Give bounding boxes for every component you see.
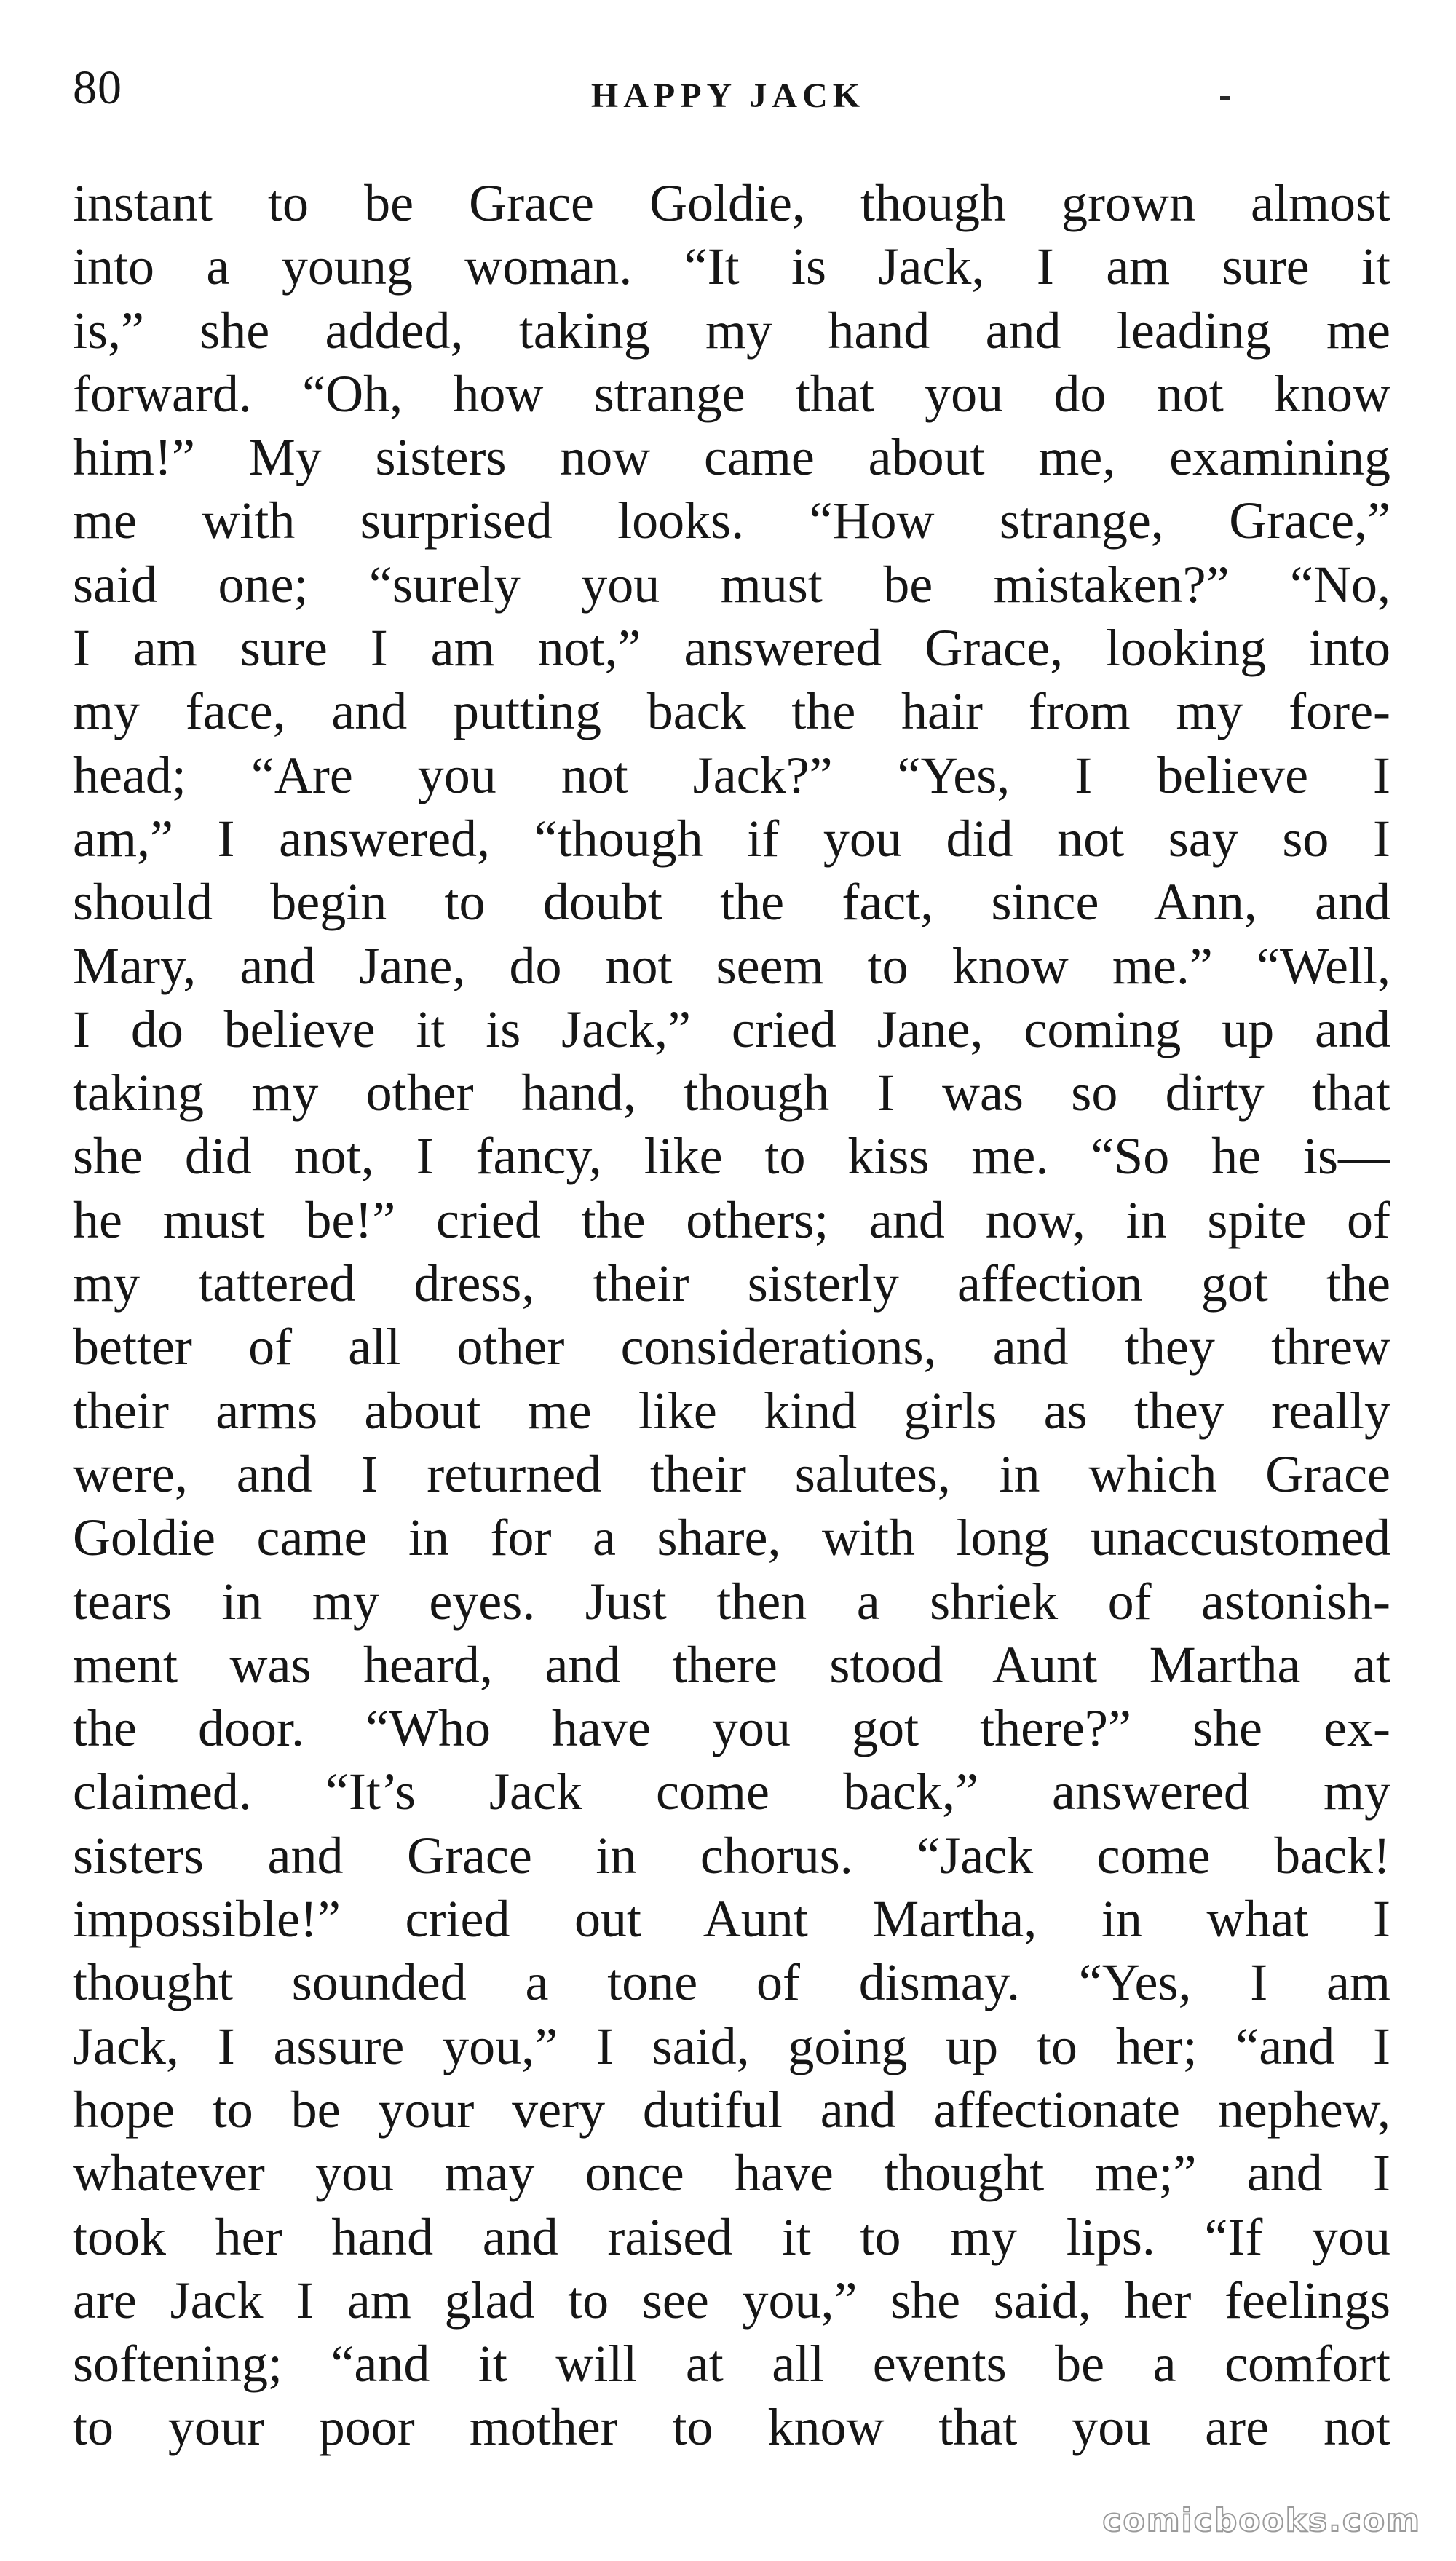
text-line: the door. “Who have you got there?” she ex-: [73, 1699, 1390, 1758]
text-line: I am sure I am not,” answered Grace, looking into: [73, 619, 1390, 678]
text-line: she did not, I fancy, like to kiss me. “So he is—: [73, 1127, 1390, 1186]
text-line: whatever you may once have thought me;” and I: [73, 2144, 1390, 2203]
watermark: comicbooks.com: [1102, 2502, 1421, 2539]
text-line: were, and I returned their salutes, in which Grace: [73, 1444, 1390, 1503]
text-line: ment was heard, and there stood Aunt Martha at: [73, 1635, 1390, 1694]
text-line: head; “Are you not Jack?” “Yes, I believe I: [73, 745, 1390, 804]
text-line: into a young woman. “It is Jack, I am sure it: [73, 237, 1390, 296]
text-line: to your poor mother to know that you are not: [73, 2398, 1390, 2457]
text-line: softening; “and it will at all events be a comfort: [73, 2335, 1390, 2394]
text-line: are Jack I am glad to see you,” she said, her feelings: [73, 2271, 1390, 2330]
text-line: sisters and Grace in chorus. “Jack come back!: [73, 1826, 1390, 1885]
text-line: claimed. “It’s Jack come back,” answered my: [73, 1762, 1390, 1821]
text-line: instant to be Grace Goldie, though grown almost: [73, 174, 1390, 232]
text-line: said one; “surely you must be mistaken?” “No,: [73, 555, 1390, 614]
text-line: is,” she added, taking my hand and leading me: [73, 301, 1390, 360]
body-text: [73, 172, 1390, 2460]
text-line: me with surprised looks. “How strange, Grace,”: [73, 491, 1390, 550]
text-line: took her hand and raised it to my lips. “If you: [73, 2207, 1390, 2266]
text-line: Goldie came in for a share, with long unaccustomed: [73, 1508, 1390, 1567]
running-title: HAPPY JACK: [590, 76, 866, 115]
page-number: 80: [73, 61, 122, 114]
text-line: tears in my eyes. Just then a shriek of astonish-: [73, 1572, 1390, 1631]
text-line: better of all other considerations, and they threw: [73, 1318, 1390, 1377]
text-line: their arms about me like kind girls as they really: [73, 1381, 1390, 1440]
text-line: my face, and putting back the hair from my fore-: [73, 682, 1390, 741]
text-line: I do believe it is Jack,” cried Jane, coming up and: [73, 1000, 1390, 1058]
text-line: Mary, and Jane, do not seem to know me.” “Well,: [73, 936, 1390, 995]
text-line: hope to be your very dutiful and affectionate nephew,: [73, 2080, 1390, 2139]
text-line: my tattered dress, their sisterly affection got the: [73, 1254, 1390, 1313]
text-line: him!” My sisters now came about me, examining: [73, 428, 1390, 487]
text-line: taking my other hand, though I was so dirty that: [73, 1064, 1390, 1123]
text-line: thought sounded a tone of dismay. “Yes, I am: [73, 1953, 1390, 2012]
text-line: impossible!” cried out Aunt Martha, in what I: [73, 1890, 1390, 1949]
text-line: he must be!” cried the others; and now, in spite of: [73, 1190, 1390, 1249]
print-speck: [1220, 96, 1230, 100]
text-line: should begin to doubt the fact, since Ann, and: [73, 873, 1390, 932]
text-line: Jack, I assure you,” I said, going up to her; “and I: [73, 2016, 1390, 2075]
text-line: forward. “Oh, how strange that you do not know: [73, 364, 1390, 423]
text-line: am,” I answered, “though if you did not say so I: [73, 809, 1390, 868]
